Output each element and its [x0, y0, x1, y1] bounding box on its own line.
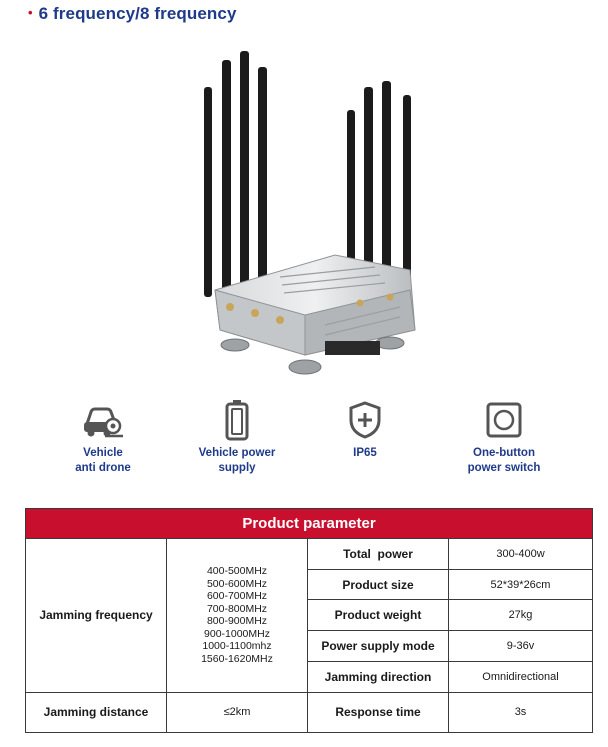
frequency-item: 1560-1620MHz — [201, 652, 273, 665]
feature-vehicle-power-supply — [177, 398, 297, 476]
jamming-distance-label: Jamming distance — [26, 692, 167, 732]
param-value: 52*39*26cm — [449, 569, 593, 600]
jamming-frequency-label: Jamming frequency — [26, 538, 167, 692]
jammer-device-image — [185, 45, 435, 380]
bullet-dot: • — [28, 5, 33, 20]
param-label: Jamming direction — [308, 662, 449, 693]
frequency-item: 500-600MHz — [206, 577, 268, 590]
param-value: Omnidirectional — [449, 662, 593, 693]
frequency-item: 400-500MHz — [206, 565, 268, 578]
frequency-item: 600-700MHz — [206, 590, 268, 603]
param-label: Product size — [308, 569, 449, 600]
feature-label: One-button — [473, 447, 535, 459]
feature-label: power switch — [467, 462, 541, 474]
section-heading — [28, 4, 237, 24]
table-title: Product parameter — [26, 509, 593, 539]
feature-label: Vehicle — [83, 447, 123, 459]
feature-one-button-power-switch — [444, 398, 564, 476]
response-time-value: 3s — [449, 692, 593, 732]
frequency-item: 900-1000MHz — [204, 627, 270, 640]
param-label: Total power — [308, 538, 449, 569]
feature-label: anti drone — [75, 462, 131, 474]
jamming-distance-value: ≤2km — [167, 692, 308, 732]
param-label: Product weight — [308, 600, 449, 631]
heading-text: 6 frequency/8 frequency — [38, 4, 237, 23]
shield-plus-icon — [347, 400, 383, 440]
feature-vehicle-anti-drone — [43, 398, 163, 476]
product-parameter-table — [25, 508, 593, 733]
feature-label: supply — [218, 462, 256, 474]
frequency-item: 1000-1100mhz — [202, 640, 272, 653]
param-value: 300-400w — [449, 538, 593, 569]
vehicle-icon — [81, 400, 125, 440]
param-value: 9-36v — [449, 631, 593, 662]
jamming-frequency-list — [167, 538, 308, 692]
feature-label: IP65 — [353, 447, 377, 459]
response-time-label: Response time — [308, 692, 449, 732]
param-label: Power supply mode — [308, 631, 449, 662]
frequency-item: 700-800MHz — [206, 602, 268, 615]
feature-label: Vehicle power — [198, 447, 276, 459]
param-value: 27kg — [449, 600, 593, 631]
feature-ip65 — [305, 398, 425, 461]
battery-icon — [222, 398, 252, 442]
power-button-icon — [484, 400, 524, 440]
frequency-item: 800-900MHz — [206, 615, 268, 628]
